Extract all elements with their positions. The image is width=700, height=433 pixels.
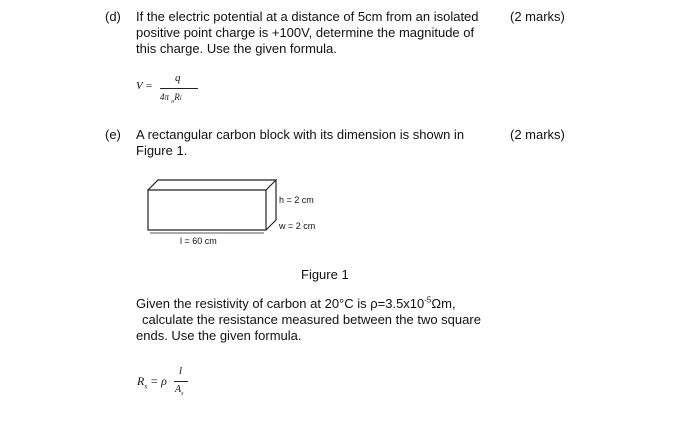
formula-v-numerator: q [175,72,181,84]
width-label: w = 2 cm [279,221,316,231]
formula-r-lhs: $R_s = \rho$ [137,374,167,391]
formula-r-fraction-bar [174,381,188,382]
formula-r-denominator: $A_s$ [175,384,184,397]
block-top-face [148,180,276,190]
part-d-question [136,9,479,57]
length-label: l = 60 cm [180,236,217,246]
part-e-label: (e) [105,127,121,142]
part-e-question [136,127,464,159]
resistivity-line-1: Given the resistivity of carbon at 20°C is $\rho=3.5x10^{-5}\Omega m$, [136,295,456,311]
formula-v-lhs: V = [136,80,153,92]
block-side-face [266,180,276,230]
resistivity-paragraph [136,296,481,344]
part-e-line-1: A rectangular carbon block with its dimension is shown in [136,127,465,142]
block-front-face [148,190,266,230]
resistivity-line-2: calculate the resistance measured between the two square [142,312,481,327]
resistivity-line-3: ends. Use the given formula. [136,328,302,343]
formula-r-numerator: l [179,365,183,377]
carbon-block-figure [140,175,340,250]
formula-v-denominator: 4π $_o$Ri [160,92,182,105]
part-d-marks: (2 marks) [510,9,565,24]
formula-v-fraction-bar [160,88,198,89]
part-e-line-2: Figure 1. [136,143,188,158]
part-d-line-3: this charge. Use the given formula. [136,41,337,56]
figure-caption: Figure 1 [301,267,349,282]
part-d-line-2: positive point charge is +100V, determine the magnitude of [136,25,475,40]
part-e-marks: (2 marks) [510,127,565,142]
part-d-line-1: If the electric potential at a distance of 5cm from an isolated [136,9,479,24]
height-label: h = 2 cm [279,195,314,205]
part-d-label: (d) [105,9,121,24]
